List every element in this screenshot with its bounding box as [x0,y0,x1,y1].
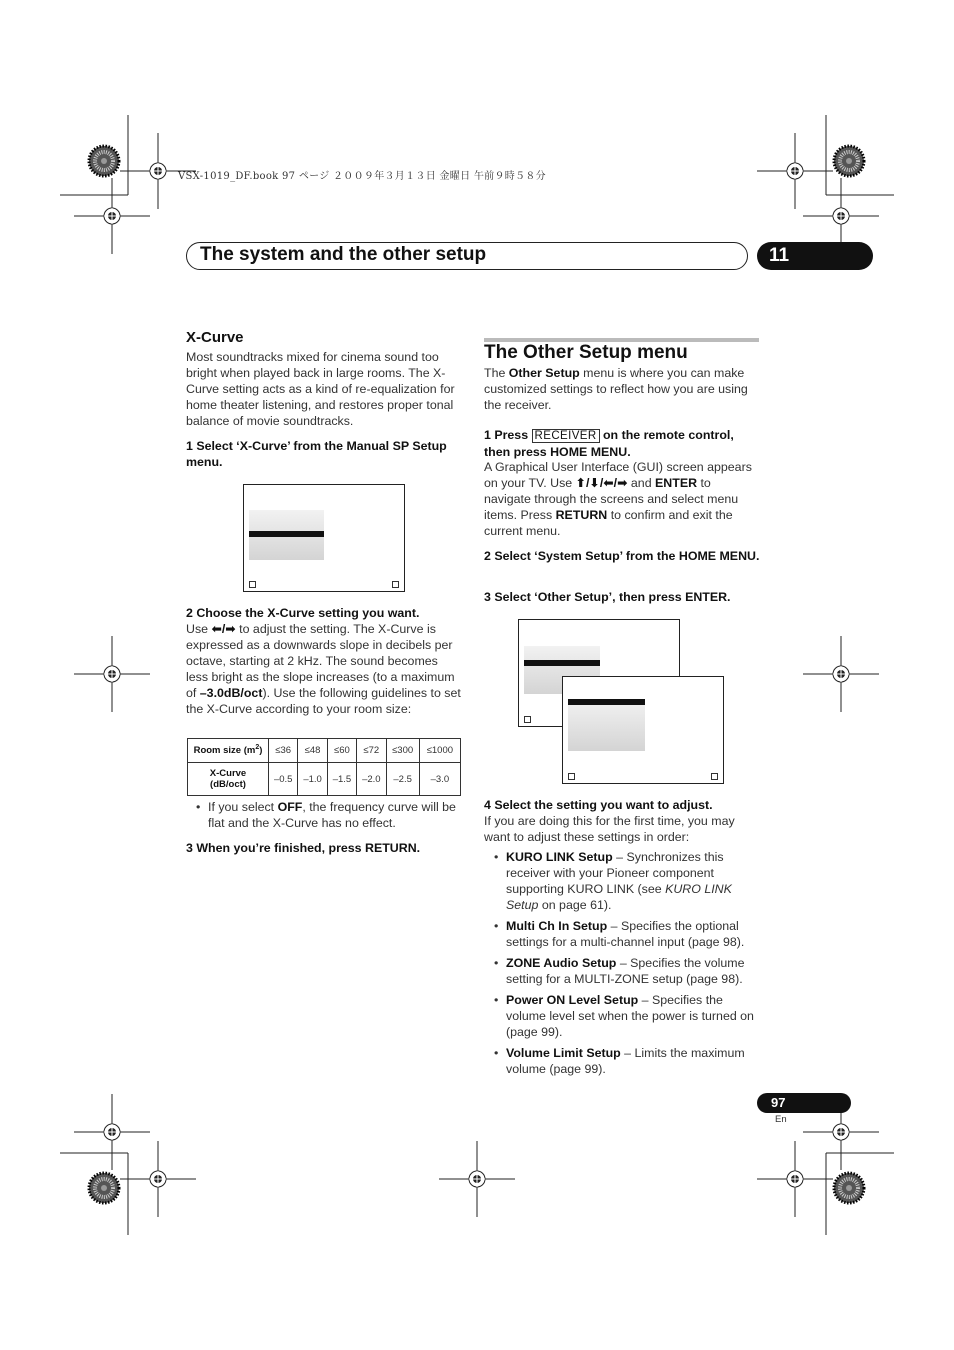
xcurve-guideline-table [187,738,461,796]
table-cell: –1.0 [298,763,327,796]
table-cell: ≤1000 [419,739,460,763]
list-item: • ZONE Audio Setup – Specifies the volume setting for a MULTI-ZONE setup (page 98). [484,955,760,987]
chapter-badge [757,242,873,270]
other-setup-step2: 2 Select ‘System Setup’ from the HOME MENU. [484,549,760,563]
table-cell: –3.0 [419,763,460,796]
other-setup-screen-illustration [562,676,724,784]
table-cell: ≤300 [386,739,419,763]
xcurve-step2: 2 Choose the X-Curve setting you want. [186,606,420,620]
xcurve-step1: 1 Select ‘X-Curve’ from the Manual SP Setup menu. [186,439,447,469]
xcurve-step3: 3 When you’re finished, press RETURN. [186,841,421,855]
other-setup-items [484,849,760,1082]
xcurve-screen-illustration [243,484,405,592]
list-item: • Multi Ch In Setup – Specifies the optional settings for a multi-channel input (page 98). [484,918,760,950]
list-item: • KURO LINK Setup – Synchronizes this receiver with your Pioneer component supporting KURO LINK (see KURO LINK Setup on page 61). [484,849,760,913]
page-number: 97 [771,1095,786,1110]
language-code: En [775,1114,787,1125]
chapter-number: 11 [769,245,790,266]
table-cell: –2.0 [357,763,386,796]
other-setup-step4: 4 Select the setting you want to adjust. [484,798,713,812]
page-number-badge [757,1093,851,1113]
page-title: The system and the other setup [200,244,487,265]
other-setup-heading: The Other Setup menu [484,342,688,363]
table-cell: ≤72 [357,739,386,763]
table-cell: –2.5 [386,763,419,796]
other-setup-step3: 3 Select ‘Other Setup’, then press ENTER. [484,590,731,604]
table-cell: –0.5 [269,763,298,796]
other-setup-intro: The Other Setup menu is where you can make customized settings to reflect how you are using the receiver. [484,366,748,412]
other-setup-step1-body: A Graphical User Interface (GUI) screen appears on your TV. Use ⬆/⬇/⬅/➡ and ENTER to navigate through the screens and select menu items. Press RETURN to confirm and exit the current menu. [484,460,752,538]
table-cell: –1.5 [327,763,356,796]
receiver-key: RECEIVER [532,429,600,443]
list-item: • Power ON Level Setup – Specifies the volume level set when the power is turned on (page 99). [484,992,760,1040]
table-cell: ≤48 [298,739,327,763]
other-setup-step1: 1 Press RECEIVER on the remote control, then press HOME MENU. [484,428,734,459]
list-item: • Volume Limit Setup – Limits the maximum volume (page 99). [484,1045,760,1077]
xcurve-heading: X-Curve [186,329,244,346]
other-setup-step4-body: If you are doing this for the first time, you may want to adjust these settings in order: [484,814,735,844]
table-cell: ≤60 [327,739,356,763]
xcurve-note: • If you select OFF, the frequency curve will be flat and the X-Curve has no effect. [186,799,462,836]
table-cell: ≤36 [269,739,298,763]
table-row-label: Room size $(m^2)$ [188,739,269,763]
table-row-label: X-Curve (dB/oct) [188,763,269,796]
xcurve-intro: Most soundtracks mixed for cinema sound too bright when played back in large rooms. The X-Curve setting acts as a kind of re-equalization for home theater listening, and restores proper tonal balance of movie soundtracks. [186,350,455,428]
xcurve-step2-body: Use ⬅/➡ to adjust the setting. The X-Curve is expressed as a downwards slope in decibels per octave, starting at 2 kHz. The sound becomes less bright as the slope increases (to a maximum of –3.0dB/oct). Use the following guidelines to set the X-Curve according to your room size: [186,622,461,716]
book-info: VSX-1019_DF.book 97 ページ ２００９年３月１３日 金曜日 午前９時５８分 [178,171,546,182]
